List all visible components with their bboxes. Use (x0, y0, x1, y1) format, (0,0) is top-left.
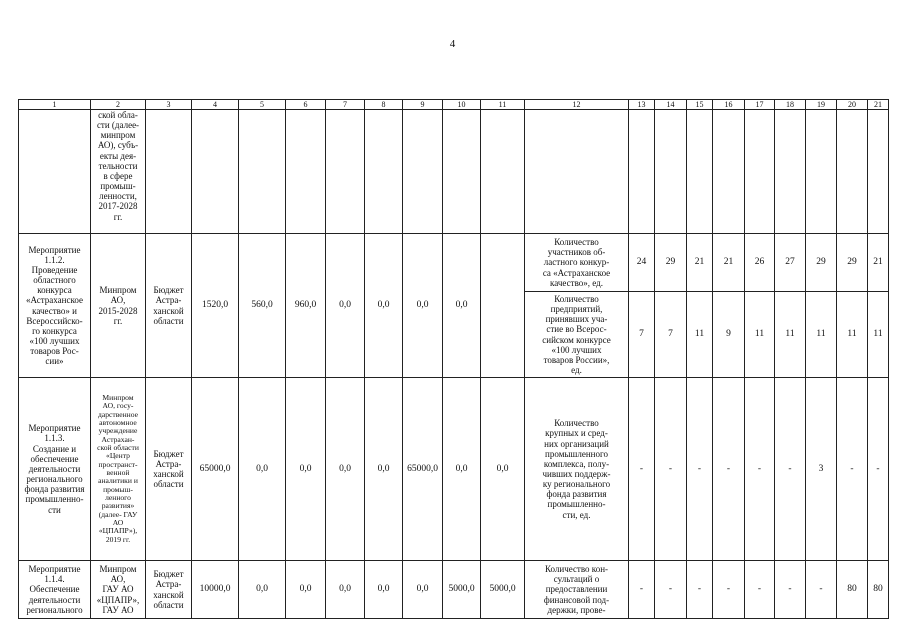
column-header-20: 20 (837, 100, 868, 110)
table-row-activity-1-1-4 (19, 561, 889, 619)
indicator-value-cell: 26 (745, 234, 775, 292)
finance-cell: 0,0 (403, 561, 443, 619)
indicator-value-cell: - (687, 561, 713, 619)
indicator-value-cell: 3 (806, 378, 837, 561)
column-header-7: 7 (326, 100, 365, 110)
finance-cell: 960,0 (286, 234, 326, 378)
indicator-value-cell: 11 (806, 292, 837, 378)
finance-cell: 560,0 (239, 234, 286, 378)
indicator-value-cell: 11 (837, 292, 868, 378)
indicator-value-cell (868, 110, 889, 234)
column-header-9: 9 (403, 100, 443, 110)
indicator-name-cell: Количество крупных и сред- них организаций промышленного комплекса, полу- чивших поддерж- ку регионального фонда развития промышленно- сти, ед. (525, 378, 629, 561)
finance-cell: 0,0 (326, 378, 365, 561)
column-header-3: 3 (146, 100, 192, 110)
indicator-value-cell: - (655, 561, 687, 619)
column-header-18: 18 (775, 100, 806, 110)
source-cell: Бюджет Астра- ханской области (146, 561, 192, 619)
indicator-value-cell: 80 (837, 561, 868, 619)
indicator-value-cell: - (713, 561, 745, 619)
finance-cell: 1520,0 (192, 234, 239, 378)
page-number: 4 (449, 38, 456, 50)
indicator-name-cell: Количество кон- сультаций о предоставлении финансовой под- держки, прове- (525, 561, 629, 619)
column-header-15: 15 (687, 100, 713, 110)
finance-cell: 0,0 (365, 561, 403, 619)
finance-cell: 0,0 (326, 234, 365, 378)
finance-cell: 5000,0 (481, 561, 525, 619)
finance-cell: 0,0 (403, 234, 443, 378)
indicator-value-cell: - (775, 378, 806, 561)
activity-name-cell: Мероприятие 1.1.3. Создание и обеспечение деятельности регионального фонда развития промышленно- сти (19, 378, 91, 561)
indicator-value-cell (775, 110, 806, 234)
indicator-value-cell: - (713, 378, 745, 561)
executor-cell: Минпром АО, госу- дарственное автономное учреждение Астрахан- ской области «Центр пространст- венной аналитики и промыш- ленного развития» (далее- ГАУ АО «ЦПАПР»), 2019 гг. (91, 378, 146, 561)
column-header-8: 8 (365, 100, 403, 110)
finance-cell (326, 110, 365, 234)
column-header-11: 11 (481, 100, 525, 110)
finance-cell: 65000,0 (192, 378, 239, 561)
indicator-name-cell (525, 110, 629, 234)
indicator-value-cell: - (837, 378, 868, 561)
activity-name-cell: Мероприятие 1.1.4. Обеспечение деятельности регионального (19, 561, 91, 619)
indicator-value-cell (837, 110, 868, 234)
indicator-value-cell: 29 (837, 234, 868, 292)
indicator-value-cell (745, 110, 775, 234)
finance-cell: 0,0 (286, 378, 326, 561)
column-header-19: 19 (806, 100, 837, 110)
source-cell: Бюджет Астра- ханской области (146, 234, 192, 378)
indicator-value-cell: 7 (655, 292, 687, 378)
program-activities-table (18, 99, 889, 619)
indicator-value-cell: - (745, 378, 775, 561)
indicator-value-cell (806, 110, 837, 234)
column-header-10: 10 (443, 100, 481, 110)
finance-cell: 0,0 (286, 561, 326, 619)
column-header-13: 13 (629, 100, 655, 110)
indicator-value-cell: 21 (868, 234, 889, 292)
column-header-4: 4 (192, 100, 239, 110)
finance-cell (481, 234, 525, 378)
indicator-value-cell: - (868, 378, 889, 561)
indicator-name-cell: Количество участников об- ластного конкур- са «Астраханское качество», ед. (525, 234, 629, 292)
indicator-value-cell: - (629, 378, 655, 561)
column-header-6: 6 (286, 100, 326, 110)
finance-cell: 0,0 (365, 378, 403, 561)
indicator-value-cell: - (655, 378, 687, 561)
finance-cell (286, 110, 326, 234)
source-cell (146, 110, 192, 234)
indicator-value-cell: - (806, 561, 837, 619)
finance-cell: 0,0 (239, 561, 286, 619)
indicator-value-cell: 21 (713, 234, 745, 292)
table-row-activity-1-1-2 (19, 234, 889, 292)
source-cell: Бюджет Астра- ханской области (146, 378, 192, 561)
indicator-value-cell (687, 110, 713, 234)
indicator-value-cell: - (629, 561, 655, 619)
column-header-1: 1 (19, 100, 91, 110)
column-header-14: 14 (655, 100, 687, 110)
indicator-value-cell: 29 (806, 234, 837, 292)
executor-cell: Минпром АО, 2015-2028 гг. (91, 234, 146, 378)
finance-cell: 10000,0 (192, 561, 239, 619)
finance-cell: 0,0 (239, 378, 286, 561)
indicator-value-cell: - (687, 378, 713, 561)
indicator-value-cell: 7 (629, 292, 655, 378)
finance-cell (192, 110, 239, 234)
column-header-12: 12 (525, 100, 629, 110)
indicator-value-cell (713, 110, 745, 234)
indicator-value-cell: 11 (775, 292, 806, 378)
finance-cell: 5000,0 (443, 561, 481, 619)
indicator-value-cell: 21 (687, 234, 713, 292)
indicator-value-cell: 11 (687, 292, 713, 378)
finance-cell (443, 110, 481, 234)
indicator-name-cell: Количество предприятий, принявших уча- стие во Всерос- сийском конкурсе «100 лучших товаров России», ед. (525, 292, 629, 378)
finance-cell (403, 110, 443, 234)
finance-cell: 0,0 (443, 378, 481, 561)
column-header-5: 5 (239, 100, 286, 110)
executor-cell: ской обла- сти (далее- минпром АО), субъ- екты дея- тельности в сфере промыш- ленности, 2017-2028 гг. (91, 110, 146, 234)
finance-cell: 0,0 (326, 561, 365, 619)
indicator-value-cell: 27 (775, 234, 806, 292)
activity-name-cell (19, 110, 91, 234)
finance-cell (481, 110, 525, 234)
finance-cell (239, 110, 286, 234)
finance-cell (365, 110, 403, 234)
indicator-value-cell: 24 (629, 234, 655, 292)
activity-name-cell: Мероприятие 1.1.2. Проведение областного конкурса «Астраханское качество» и Всероссийско- го конкурса «100 лучших товаров Рос- сии» (19, 234, 91, 378)
column-header-2: 2 (91, 100, 146, 110)
indicator-value-cell: 29 (655, 234, 687, 292)
table-row-continuation (19, 110, 889, 234)
indicator-value-cell: 9 (713, 292, 745, 378)
column-header-17: 17 (745, 100, 775, 110)
executor-cell: Минпром АО, ГАУ АО «ЦПАПР», ГАУ АО (91, 561, 146, 619)
indicator-value-cell (655, 110, 687, 234)
finance-cell: 0,0 (365, 234, 403, 378)
column-number-row (19, 100, 889, 110)
indicator-value-cell: - (745, 561, 775, 619)
indicator-value-cell: 11 (745, 292, 775, 378)
indicator-value-cell (629, 110, 655, 234)
indicator-value-cell: 80 (868, 561, 889, 619)
column-header-21: 21 (868, 100, 889, 110)
column-header-16: 16 (713, 100, 745, 110)
finance-cell: 65000,0 (403, 378, 443, 561)
indicator-value-cell: - (775, 561, 806, 619)
finance-cell: 0,0 (443, 234, 481, 378)
table-row-activity-1-1-3 (19, 378, 889, 561)
finance-cell: 0,0 (481, 378, 525, 561)
indicator-value-cell: 11 (868, 292, 889, 378)
